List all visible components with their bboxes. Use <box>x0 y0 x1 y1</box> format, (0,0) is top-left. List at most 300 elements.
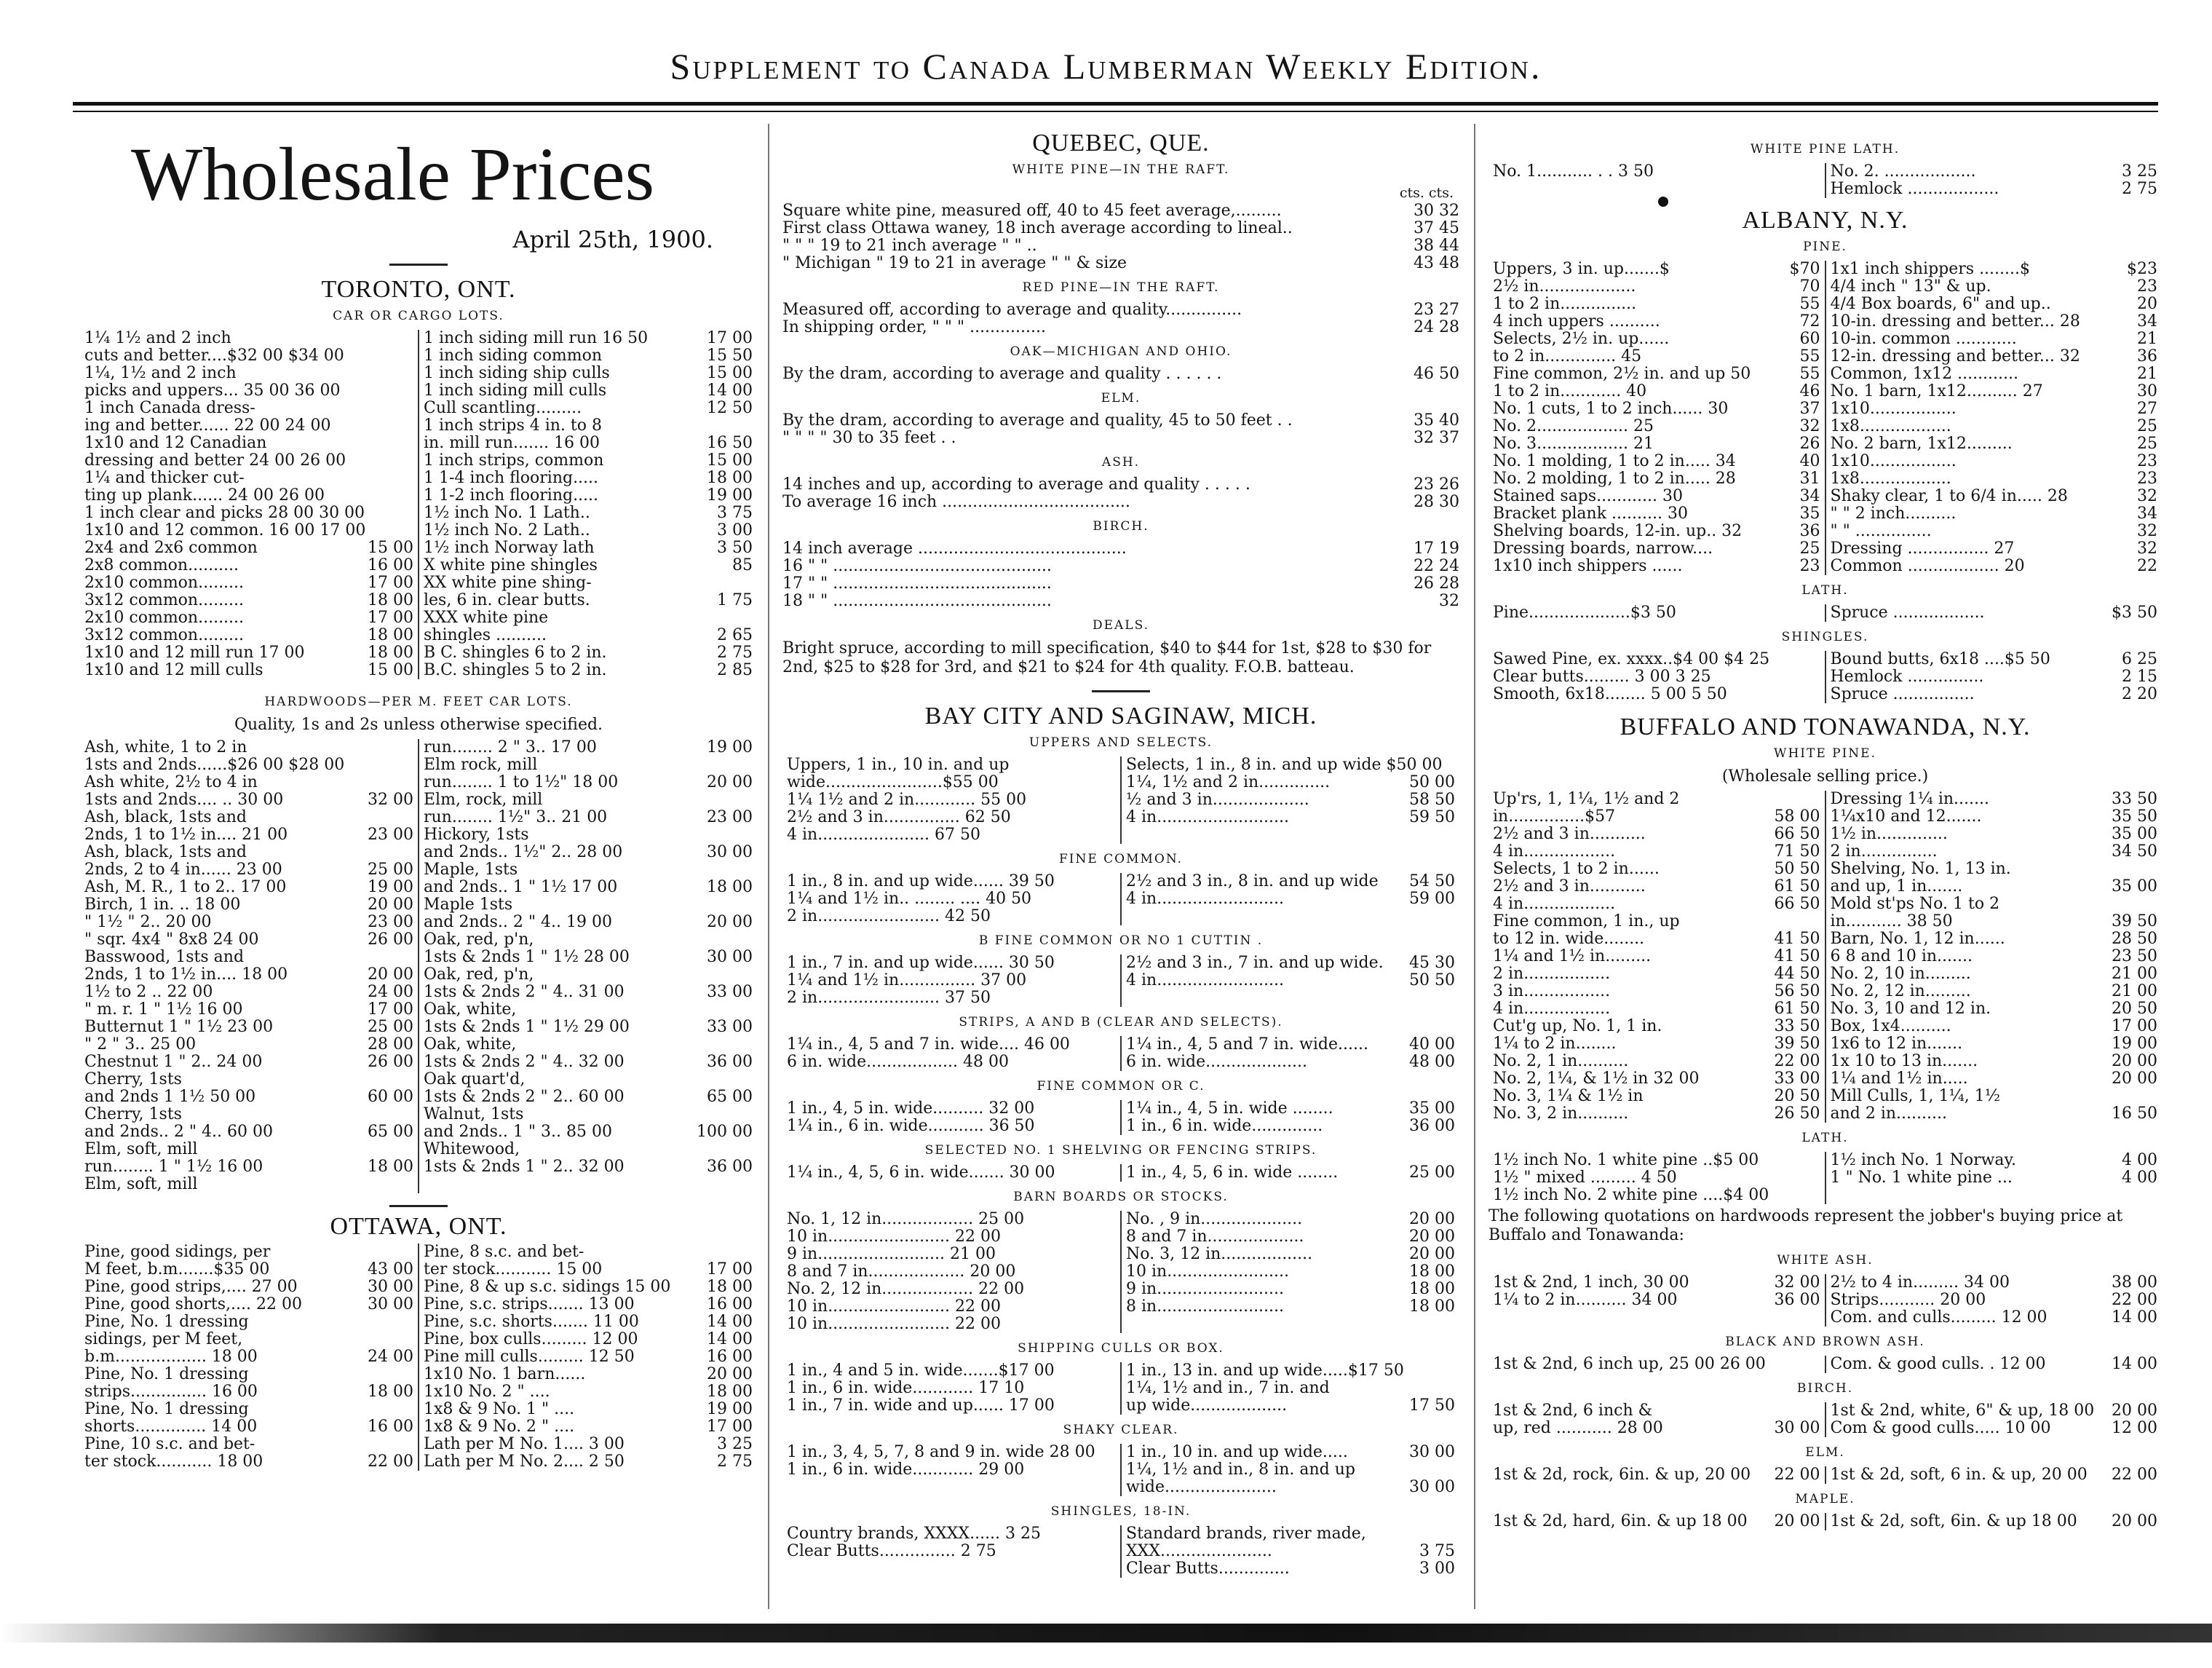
item-desc: Selects, 2½ in. up...... <box>1493 331 1670 348</box>
item-desc: " " ............... <box>1830 523 1932 540</box>
price-row <box>84 914 413 931</box>
price-row <box>1493 331 1820 348</box>
item-desc: No. 2, 12 in.................. 22 00 <box>787 1281 1025 1298</box>
price-row <box>84 774 413 791</box>
item-desc: 1 inch siding ship culls <box>424 365 610 382</box>
price-row <box>1126 791 1455 809</box>
item-desc: to 2 in.............. 45 <box>1493 348 1642 365</box>
price-row <box>1831 540 2158 558</box>
price-list <box>1120 1362 1459 1415</box>
item-price <box>408 1331 413 1348</box>
item-desc: 1¼ in., 4, 5 in. wide ........ <box>1126 1100 1333 1118</box>
item-price <box>1110 1228 1116 1246</box>
price-list <box>782 1444 1120 1496</box>
page-bottom <box>0 1647 2212 1668</box>
price-table-bay-city <box>782 873 1459 925</box>
price-table-toronto <box>80 330 757 679</box>
price-row <box>1831 1070 2158 1088</box>
item-desc: Oak, white, <box>424 1001 517 1019</box>
item-desc: Hickory, 1sts <box>424 826 529 844</box>
item-price: 33 00 <box>707 984 753 1001</box>
column-right <box>1488 124 2162 1530</box>
price-row <box>84 1366 413 1383</box>
price-row <box>424 1036 753 1054</box>
item-price: 17 00 <box>368 609 413 627</box>
item-price: 17 00 <box>368 574 413 592</box>
item-price: 1 75 <box>717 592 753 609</box>
item-desc: 8 in......................... <box>1126 1298 1285 1316</box>
item-desc: Oak, white, <box>424 1036 517 1054</box>
item-desc: Measured off, according to average and quality............... <box>782 301 1242 319</box>
item-price: 36 00 <box>707 1158 753 1176</box>
item-desc: Pine mill culls......... 12 50 <box>424 1348 635 1366</box>
price-row <box>1493 808 1820 826</box>
item-price <box>1449 1380 1455 1397</box>
item-price: 70 <box>1799 278 1820 296</box>
price-row <box>1831 604 2158 622</box>
item-desc: 1 in., 8 in. and up wide...... 39 50 <box>787 873 1055 890</box>
item-price: 18 00 <box>368 592 413 609</box>
item-price <box>408 1244 413 1261</box>
price-row <box>787 774 1116 791</box>
item-desc: 1 in., 6 in. wide.............. <box>1126 1118 1323 1135</box>
item-price: 15 00 <box>368 539 413 557</box>
price-list <box>782 540 1459 610</box>
item-price: 30 00 <box>368 1278 413 1296</box>
item-desc: 1 inch siding common <box>424 347 603 365</box>
item-price: 25 00 <box>368 861 413 879</box>
item-desc: 1¼ and 1½ in..... <box>1830 1070 1968 1088</box>
item-desc: 1¼ and 1½ in............... 37 00 <box>787 972 1027 989</box>
item-desc: 1¼ to 2 in........ <box>1493 1035 1617 1053</box>
item-price <box>408 1141 413 1158</box>
price-row <box>1831 163 2158 181</box>
item-price: 33 50 <box>2112 791 2157 808</box>
item-desc: Pine, good shorts,.... 22 00 <box>84 1296 302 1313</box>
item-desc: Shaky clear, 1 to 6/4 in..... 28 <box>1830 488 2068 505</box>
item-desc: 2nds, 1 to 1½ in.... 21 00 <box>84 826 288 844</box>
item-price: 23 00 <box>368 826 413 844</box>
price-list <box>418 1244 757 1471</box>
item-desc: Shelving boards, 12-in. up.. 32 <box>1493 523 1743 540</box>
item-desc: up wide................... <box>1126 1397 1288 1415</box>
item-desc: No. 2, 10 in......... <box>1830 965 1971 983</box>
item-desc: " m. r. 1 " 1½ 16 00 <box>84 1001 243 1019</box>
section-subheading: CAR OR CARGO LOTS. <box>333 309 504 323</box>
item-price: 17 00 <box>368 1001 413 1019</box>
price-row <box>1831 1309 2158 1327</box>
item-price <box>1110 756 1116 774</box>
price-row <box>1126 1246 1455 1263</box>
cents-header: cts. cts. <box>1399 185 1454 201</box>
price-row <box>1493 1018 1820 1035</box>
item-desc: 2x10 common......... <box>84 609 245 627</box>
item-price: $3 50 <box>2112 604 2157 622</box>
price-row <box>787 1118 1116 1135</box>
price-row <box>84 1106 413 1123</box>
item-desc: up, red ........... 28 00 <box>1493 1420 1663 1437</box>
item-price <box>408 365 413 382</box>
header-rule-thin <box>73 111 2158 112</box>
price-row <box>1126 1211 1455 1228</box>
item-desc: Birch, 1 in. .. 18 00 <box>84 896 241 914</box>
price-row <box>1493 1466 1820 1484</box>
price-row <box>1493 1088 1820 1105</box>
price-row <box>1493 1035 1820 1053</box>
item-desc: 1 in., 7 in. and up wide...... 30 50 <box>787 954 1055 972</box>
item-desc: " " " " 30 to 35 feet . . <box>782 430 956 447</box>
item-price: 66 50 <box>1774 826 1820 843</box>
price-row <box>424 949 753 966</box>
price-row <box>787 989 1116 1007</box>
item-desc: Country brands, XXXX...... 3 25 <box>787 1525 1042 1543</box>
price-list <box>418 739 757 1193</box>
item-price <box>747 931 753 949</box>
item-price: 18 00 <box>707 470 753 487</box>
price-row <box>424 844 753 861</box>
item-desc: X white pine shingles <box>424 557 598 574</box>
price-row <box>1493 604 1820 622</box>
price-row <box>424 557 753 574</box>
item-price: 24 00 <box>368 984 413 1001</box>
item-desc: No. 1 barn, 1x12.......... 27 <box>1830 383 2043 400</box>
item-price: 48 00 <box>1409 1054 1455 1071</box>
item-desc: " " " 19 to 21 inch average " " .. <box>782 237 1037 255</box>
price-row <box>782 202 1459 220</box>
price-row <box>1831 488 2158 505</box>
item-desc: and 2nds.. 2 " 4.. 60 00 <box>84 1123 273 1141</box>
item-price: 40 <box>1799 453 1820 470</box>
price-row <box>782 365 1459 383</box>
price-row <box>787 1525 1116 1543</box>
price-list <box>782 1211 1120 1333</box>
item-desc: 8 and 7 in................... 20 00 <box>787 1263 1016 1281</box>
price-table-white-ash <box>1488 1274 2162 1327</box>
item-price: 16 00 <box>707 1296 753 1313</box>
price-table-toronto-hardwoods <box>80 739 757 1193</box>
price-row <box>782 255 1459 272</box>
item-price: 25 00 <box>1409 1164 1455 1182</box>
price-list <box>782 202 1459 272</box>
item-price: 26 50 <box>1774 1105 1820 1123</box>
price-list <box>782 1036 1120 1071</box>
item-desc: Com. & good culls. . 12 00 <box>1830 1356 2046 1373</box>
item-price: 100 00 <box>697 1123 753 1141</box>
item-desc: By the dram, according to average and quality, 45 to 50 feet . . <box>782 412 1293 430</box>
item-price: 2 20 <box>2122 686 2157 703</box>
price-row <box>84 1176 413 1193</box>
price-list <box>1120 1100 1459 1135</box>
item-desc: 2½ and 3 in., 7 in. and up wide. <box>1126 954 1384 972</box>
item-desc: 2½ to 4 in......... 34 00 <box>1830 1274 2010 1292</box>
item-price <box>408 1366 413 1383</box>
price-row <box>787 1362 1116 1380</box>
price-row <box>424 826 753 844</box>
price-row <box>84 330 413 347</box>
item-price <box>747 791 753 809</box>
price-row <box>84 574 413 592</box>
item-price <box>747 1036 753 1054</box>
price-row <box>1831 1105 2158 1123</box>
item-desc: No. 3.................. 21 <box>1493 435 1654 453</box>
item-price <box>1815 686 1820 703</box>
item-price: 27 <box>2137 400 2157 418</box>
item-price: 43 00 <box>368 1261 413 1278</box>
item-price: 24 00 <box>368 1348 413 1366</box>
price-row <box>84 861 413 879</box>
item-price: 39 50 <box>1774 1035 1820 1053</box>
item-desc: and 2 in.......... <box>1830 1105 1947 1123</box>
item-desc: No. 1........... . . 3 50 <box>1493 163 1654 181</box>
item-desc: 1sts & 2nds 2 " 4.. 31 00 <box>424 984 625 1001</box>
price-list <box>1488 1466 1825 1484</box>
item-price: 18 00 <box>1409 1263 1455 1281</box>
price-row <box>424 592 753 609</box>
item-price: 16 00 <box>368 1418 413 1436</box>
price-row <box>1493 540 1820 558</box>
price-table-bay-city <box>782 1525 1459 1578</box>
section-subheading: B FINE COMMON OR NO 1 CUTTIN . <box>978 933 1264 948</box>
item-price: 22 00 <box>2112 1292 2157 1309</box>
price-row <box>424 1244 753 1261</box>
item-price: 39 50 <box>2112 913 2157 930</box>
item-desc: 1x10 and 12 mill run 17 00 <box>84 644 305 662</box>
item-price: 20 00 <box>1409 1246 1455 1263</box>
item-desc: shorts.............. 14 00 <box>84 1418 258 1436</box>
item-price: 45 30 <box>1409 954 1455 972</box>
item-price: 35 00 <box>2112 826 2157 843</box>
item-desc: 4 inch uppers .......... <box>1493 313 1660 331</box>
price-row <box>787 1543 1116 1560</box>
item-price <box>408 809 413 826</box>
item-price: 59 00 <box>1409 890 1455 908</box>
price-row <box>1126 1054 1455 1071</box>
section-subheading: LATH. <box>1801 1131 1849 1145</box>
price-list <box>782 1362 1120 1415</box>
price-row <box>424 774 753 791</box>
price-row <box>84 1313 413 1331</box>
price-row <box>1126 1362 1455 1380</box>
price-row <box>84 949 413 966</box>
item-desc: Pine, good strips,.... 27 00 <box>84 1278 298 1296</box>
price-row <box>424 400 753 417</box>
price-list <box>1120 1525 1459 1578</box>
item-price: 25 00 <box>368 1019 413 1036</box>
item-desc: 6 in. wide.................... <box>1126 1054 1308 1071</box>
item-price: 23 00 <box>707 809 753 826</box>
item-desc: Elm, soft, mill <box>84 1141 198 1158</box>
price-row <box>1493 913 1820 930</box>
item-desc: 2½ and 3 in........... <box>1493 826 1646 843</box>
price-row <box>1831 668 2158 686</box>
item-price: 43 48 <box>1414 255 1459 272</box>
price-row <box>424 1088 753 1106</box>
price-row <box>1493 948 1820 965</box>
item-desc: 1 inch siding mill run 16 50 <box>424 330 649 347</box>
price-list <box>1825 1152 2163 1204</box>
item-price <box>408 1176 413 1193</box>
item-desc: 1x10 and 12 Canadian <box>84 435 267 452</box>
item-desc: 1½ inch No. 1 Norway. <box>1830 1152 2017 1169</box>
item-desc: First class Ottawa waney, 18 inch average according to lineal.. <box>782 220 1293 237</box>
item-price: 30 00 <box>1774 1420 1820 1437</box>
item-desc: To average 16 inch ..................................... <box>782 494 1130 511</box>
item-desc: 1 inch siding mill culls <box>424 382 607 400</box>
price-list <box>782 1525 1120 1578</box>
item-price: 31 <box>1799 470 1820 488</box>
price-row <box>1831 1420 2158 1437</box>
item-desc: 1 in., 10 in. and up wide..... <box>1126 1444 1348 1461</box>
item-desc: 14 inches and up, according to average and quality . . . . . <box>782 476 1250 494</box>
item-price: 71 50 <box>1774 843 1820 861</box>
price-row <box>1831 365 2158 383</box>
section-subheading: UPPERS AND SELECTS. <box>1028 735 1213 750</box>
item-price: 28 30 <box>1414 494 1459 511</box>
price-row <box>1126 1380 1455 1397</box>
price-list <box>1488 651 1825 703</box>
item-desc: Spruce ................ <box>1830 686 1975 703</box>
item-price: 3 00 <box>717 522 753 539</box>
ink-spot <box>1658 197 1668 207</box>
section-note: Quality, 1s and 2s unless otherwise specified. <box>234 716 603 734</box>
price-row <box>84 435 413 452</box>
item-price: 20 00 <box>2112 1402 2157 1420</box>
header-rule <box>73 102 2158 106</box>
price-row <box>1126 1461 1455 1479</box>
item-desc: Pine, good sidings, per <box>84 1244 271 1261</box>
item-price: 17 00 <box>2112 1018 2157 1035</box>
item-desc: Com & good culls..... 10 00 <box>1830 1420 2051 1437</box>
price-list <box>1825 1466 2163 1484</box>
item-desc: and 2nds.. 1 " 1½ 17 00 <box>424 879 618 896</box>
item-desc: No. 1, 12 in.................. 25 00 <box>787 1211 1025 1228</box>
item-price: 30 32 <box>1414 202 1459 220</box>
item-price: 20 00 <box>2112 1513 2157 1530</box>
price-row <box>787 972 1116 989</box>
price-row <box>424 662 753 679</box>
price-row <box>787 1164 1116 1182</box>
price-list <box>1488 163 1825 198</box>
price-row <box>424 1054 753 1071</box>
price-row <box>1831 181 2158 198</box>
price-table-bay-city <box>782 1164 1459 1182</box>
item-price: 30 00 <box>707 844 753 861</box>
item-price: 35 40 <box>1414 412 1459 430</box>
item-desc: 6 in. wide.................. 48 00 <box>787 1054 1010 1071</box>
price-list <box>1825 651 2163 703</box>
item-desc: 1sts & 2nds 2 " 2.. 60 00 <box>424 1088 625 1106</box>
item-price: 18 00 <box>368 1158 413 1176</box>
item-price: 23 <box>1799 558 1820 575</box>
price-list <box>1825 261 2163 575</box>
price-row <box>424 1141 753 1158</box>
item-desc: 1 in., 6 in. wide............ 29 00 <box>787 1461 1025 1479</box>
price-row <box>1831 348 2158 365</box>
item-desc: ing and better...... 22 00 24 00 <box>84 417 331 435</box>
item-desc: No. 2.................. 25 <box>1493 418 1654 435</box>
city-heading-ottawa: OTTAWA, ONT. <box>330 1213 507 1240</box>
item-price <box>408 844 413 861</box>
item-desc: Lath per M No. 2.... 2 50 <box>424 1453 625 1471</box>
section-subheading: WHITE PINE. <box>1773 746 1876 761</box>
item-desc: 1st & 2nd, 6 inch up, 25 00 26 00 <box>1493 1356 1766 1373</box>
price-row <box>424 966 753 984</box>
item-desc: 1¼ in., 4, 5, 6 in. wide....... 30 00 <box>787 1164 1055 1182</box>
price-row <box>1831 1466 2158 1484</box>
price-row <box>424 627 753 644</box>
item-price: 46 <box>1799 383 1820 400</box>
price-row <box>787 1444 1116 1461</box>
price-row <box>1831 1169 2158 1187</box>
item-desc: Smooth, 6x18........ 5 00 5 50 <box>1493 686 1727 703</box>
item-desc: in. mill run....... 16 00 <box>424 435 600 452</box>
item-price <box>408 756 413 774</box>
item-price: 50 50 <box>1774 861 1820 878</box>
item-desc: 1¼ and 1½ in.. ........ .... 40 50 <box>787 890 1032 908</box>
price-row <box>424 435 753 452</box>
item-price <box>747 966 753 984</box>
item-desc: Cherry, 1sts <box>84 1106 182 1123</box>
price-table-bay-city <box>782 1444 1459 1496</box>
section-subheading: FINE COMMON OR C. <box>1036 1079 1205 1094</box>
item-price <box>1815 163 1820 181</box>
item-desc: 1¼ to 2 in.......... 34 00 <box>1493 1292 1678 1309</box>
price-row <box>787 791 1116 809</box>
price-row <box>424 1071 753 1088</box>
item-desc: XXX...................... <box>1126 1543 1272 1560</box>
item-desc: 4 in.......................... <box>1126 809 1290 826</box>
item-desc: 1x 10 to 13 in....... <box>1830 1053 1978 1070</box>
item-desc: 1x1 inch shippers ........$ <box>1830 261 2031 278</box>
item-desc: and up, 1 in....... <box>1830 878 1963 896</box>
item-price: 17 00 <box>707 330 753 347</box>
price-row <box>787 1246 1116 1263</box>
item-price: 66 50 <box>1774 896 1820 913</box>
item-desc: 1st & 2d, hard, 6in. & up 18 00 <box>1493 1513 1748 1530</box>
price-row <box>1493 1356 1820 1373</box>
section-subheading: BIRCH. <box>1796 1381 1854 1396</box>
bay-city-sections <box>782 733 1459 1578</box>
price-row <box>782 540 1459 558</box>
price-row <box>424 1106 753 1123</box>
price-row <box>424 452 753 470</box>
price-row <box>424 1296 753 1313</box>
price-row <box>424 470 753 487</box>
price-row <box>787 1380 1116 1397</box>
item-price <box>1815 1187 1820 1204</box>
price-row <box>84 1296 413 1313</box>
item-price: 17 19 <box>1414 540 1459 558</box>
item-desc: 1sts & 2nds 1 " 1½ 28 00 <box>424 949 630 966</box>
price-row <box>1126 1281 1455 1298</box>
price-list <box>782 365 1459 383</box>
item-price <box>408 774 413 791</box>
item-price: 55 <box>1799 365 1820 383</box>
item-price: 23 26 <box>1414 476 1459 494</box>
item-price: 23 00 <box>368 914 413 931</box>
price-row <box>1493 383 1820 400</box>
item-desc: Ash, M. R., 1 to 2.. 17 00 <box>84 879 287 896</box>
item-price <box>1815 1356 1820 1373</box>
item-desc: Mill Culls, 1, 1¼, 1½ <box>1830 1088 2001 1105</box>
price-row <box>1126 1479 1455 1496</box>
price-table-birch <box>1488 1402 2162 1437</box>
price-row <box>1493 1070 1820 1088</box>
price-row <box>1831 1402 2158 1420</box>
item-price <box>747 574 753 592</box>
item-price <box>747 826 753 844</box>
price-row <box>424 1348 753 1366</box>
